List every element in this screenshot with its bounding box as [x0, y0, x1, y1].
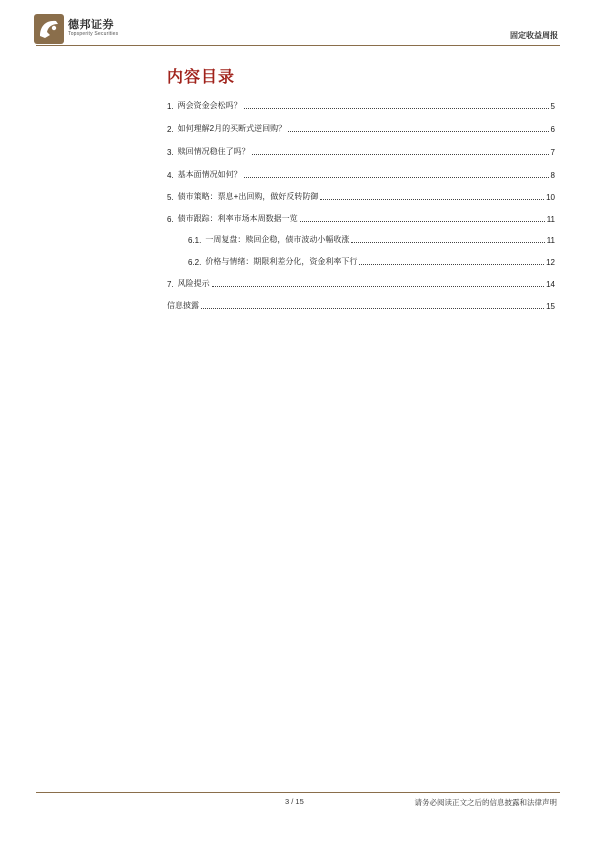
toc-item-number: 1.	[167, 102, 174, 111]
toc-leader-dots	[244, 108, 549, 109]
toc-item-4[interactable]	[167, 169, 555, 180]
toc-item-text: 一周复盘：赎回企稳，债市波动小幅收涨	[205, 235, 350, 244]
legal-disclaimer: 请务必阅读正文之后的信息披露和法律声明	[414, 798, 557, 807]
toc-item-number: 6.2.	[188, 258, 202, 267]
brand-name-en: Topsperity Securities	[68, 31, 119, 37]
toc-item-number: 3.	[167, 148, 174, 157]
company-logo	[34, 14, 64, 44]
report-type: 固定收益周报	[510, 31, 558, 40]
toc-item-page: 10	[546, 193, 555, 202]
header-divider	[36, 45, 560, 46]
toc-title: 内容目录	[167, 69, 236, 86]
toc-item-text: 如何理解2月的买断式逆回购？	[177, 124, 287, 133]
toc-leader-dots	[201, 308, 544, 309]
page-header	[0, 0, 595, 50]
toc-leader-dots	[300, 221, 545, 222]
toc-item-2[interactable]	[167, 123, 555, 134]
toc-item-text: 债市策略：票息+出回购，做好反转防御	[177, 192, 319, 201]
toc-item-number: 6.	[167, 215, 174, 224]
toc-item-disclosure[interactable]	[167, 300, 555, 311]
page-indicator: 3 / 15	[285, 797, 304, 806]
brand-name-cn: 德邦证券	[68, 19, 114, 31]
toc-item-page: 11	[546, 215, 555, 224]
toc-item-text: 风险提示	[177, 279, 210, 288]
toc-item-page: 15	[546, 302, 555, 311]
toc-item-text: 债市跟踪：利率市场本周数据一览	[177, 214, 298, 223]
toc-item-page: 5	[550, 102, 555, 111]
toc-item-text: 基本面情况如何？	[177, 170, 242, 179]
toc-leader-dots	[359, 264, 544, 265]
toc-item-page: 7	[550, 148, 555, 157]
toc-item-text: 价格与情绪：期限利差分化，资金利率下行	[205, 257, 358, 266]
toc-leader-dots	[320, 199, 544, 200]
toc-item-page: 11	[546, 236, 555, 245]
toc-leader-dots	[288, 131, 548, 132]
toc-item-text: 赎回情况稳住了吗？	[177, 147, 250, 156]
toc-leader-dots	[212, 286, 544, 287]
toc-leader-dots	[244, 177, 549, 178]
toc-item-text: 信息披露	[167, 301, 199, 310]
toc-item-number: 2.	[167, 125, 174, 134]
toc-item-text: 两会资金会松吗？	[177, 101, 242, 110]
toc-item-5[interactable]	[167, 191, 555, 202]
toc-item-number: 5.	[167, 193, 174, 202]
toc-item-3[interactable]	[167, 146, 555, 157]
toc-item-page: 8	[550, 171, 555, 180]
toc-item-page: 6	[550, 125, 555, 134]
toc-item-7[interactable]	[167, 278, 555, 289]
footer-divider	[36, 792, 560, 793]
toc-item-page: 12	[546, 258, 555, 267]
toc-item-6-2[interactable]	[188, 256, 555, 267]
toc-item-number: 6.1.	[188, 236, 202, 245]
toc-leader-dots	[252, 154, 549, 155]
toc-item-page: 14	[546, 280, 555, 289]
toc-item-6-1[interactable]	[188, 234, 555, 245]
toc-leader-dots	[351, 242, 544, 243]
toc-item-number: 7.	[167, 280, 174, 289]
toc-item-6[interactable]	[167, 213, 555, 224]
toc-item-1[interactable]	[167, 100, 555, 111]
toc-item-number: 4.	[167, 171, 174, 180]
